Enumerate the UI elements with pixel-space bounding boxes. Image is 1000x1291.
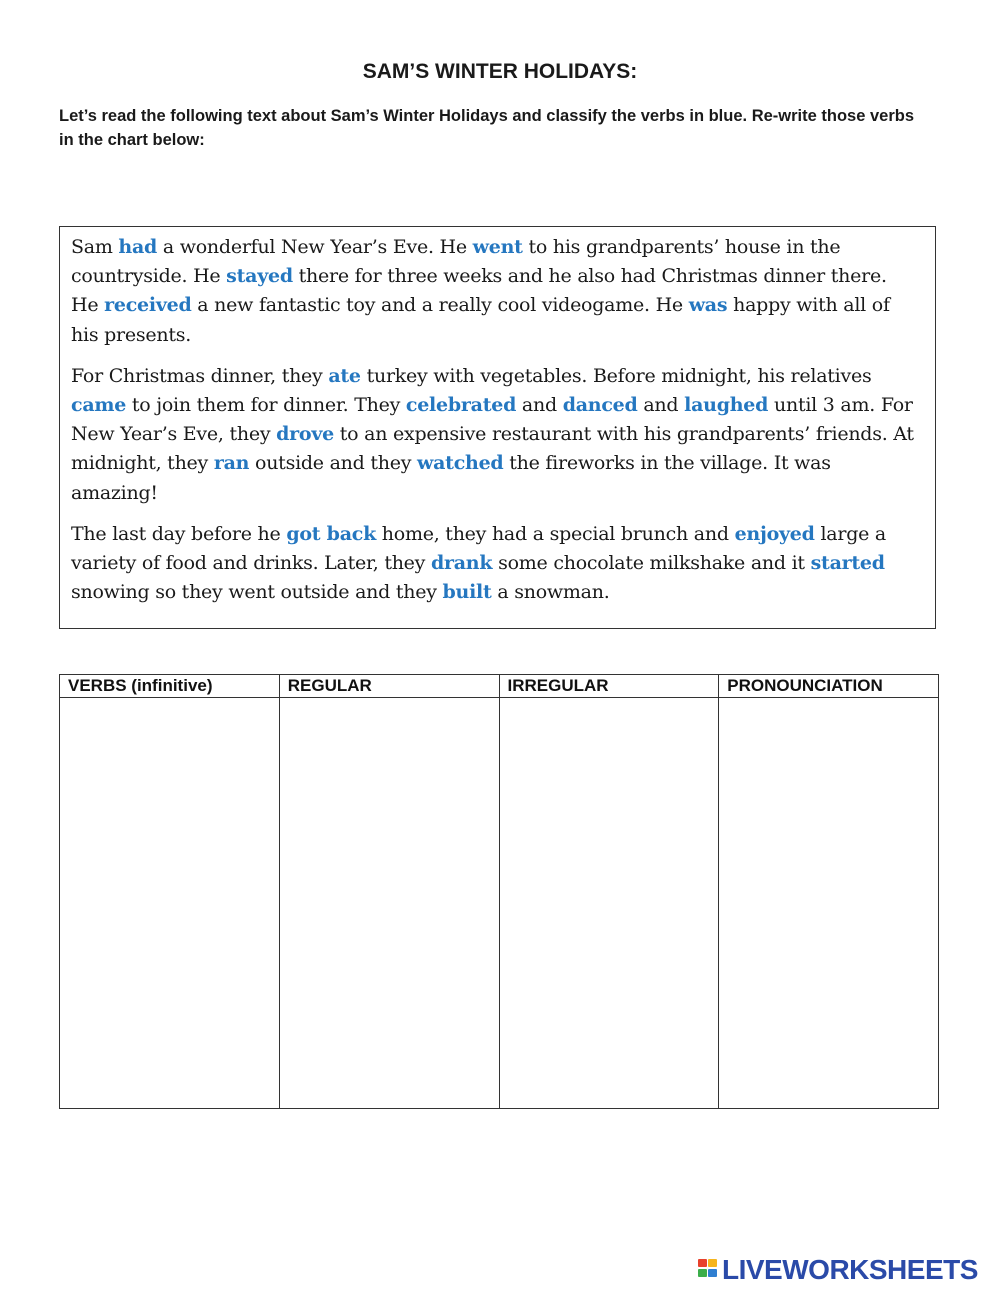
- instructions: Let’s read the following text about Sam’s Winter Holidays and classify the verbs in blue. Re-write those verbs in the chart below:: [59, 107, 914, 149]
- text-segment: large a variety of food and drinks. Later, they: [71, 522, 886, 575]
- answer-cell-pronounciation[interactable]: [719, 698, 939, 1109]
- logo-square-1: [698, 1259, 707, 1267]
- highlighted-verb: was: [688, 294, 728, 317]
- verbs-chart: [59, 674, 939, 1109]
- text-segment: turkey with vegetables. Before midnight, his relatives: [360, 364, 872, 387]
- highlighted-verb: ran: [213, 452, 250, 475]
- text-segment: and: [516, 394, 563, 417]
- text-segment: some chocolate milkshake and it: [492, 552, 811, 575]
- text-segment: the fireworks in the village. It was amazing!: [71, 452, 831, 504]
- text-segment: to join them for dinner. They: [126, 394, 406, 417]
- highlighted-verb: started: [810, 552, 885, 575]
- logo-text: LIVEWORKSHEETS: [722, 1254, 978, 1285]
- text-segment: a snowman.: [491, 581, 610, 604]
- highlighted-verb: came: [71, 394, 127, 417]
- highlighted-verb: drank: [430, 552, 493, 575]
- highlighted-verb: laughed: [684, 394, 769, 417]
- text-segment: For Christmas dinner, they: [71, 364, 329, 387]
- header-verbs-infinitive: VERBS (infinitive): [60, 675, 280, 698]
- text-segment: and: [637, 394, 685, 417]
- answer-cell-verbs-infinitive[interactable]: [60, 698, 280, 1109]
- header-pronounciation: PRONOUNCIATION: [719, 675, 939, 698]
- text-segment: a wonderful New Year’s Eve. He: [157, 236, 473, 258]
- text-segment: happy with all of his presents.: [71, 294, 890, 346]
- logo-square-4: [708, 1269, 717, 1277]
- chart-header-row: [60, 675, 939, 698]
- logo-square-3: [698, 1269, 707, 1277]
- chart-answer-row: [60, 698, 939, 1109]
- text-segment: to an expensive restaurant with his grandparents’ friends. At midnight, they: [71, 423, 914, 475]
- paragraph-3: [71, 520, 915, 608]
- highlighted-verb: ate: [328, 364, 361, 387]
- paragraph-2: [71, 362, 915, 508]
- highlighted-verb: danced: [562, 394, 638, 417]
- highlighted-verb: built: [442, 581, 492, 604]
- text-segment: outside and they: [249, 452, 417, 475]
- liveworksheets-logo: [697, 1255, 978, 1285]
- highlighted-verb: celebrated: [405, 394, 517, 417]
- highlighted-verb: stayed: [226, 265, 293, 288]
- text-segment: Sam: [71, 236, 119, 258]
- text-segment: there for three weeks and he also had Christmas dinner there. He: [71, 265, 887, 317]
- text-segment: a new fantastic toy and a really cool videogame. He: [191, 294, 689, 317]
- answer-cell-irregular[interactable]: [499, 698, 719, 1109]
- text-segment: The last day before he: [71, 522, 287, 545]
- answer-cell-regular[interactable]: [279, 698, 499, 1109]
- liveworksheets-logo-icon: [697, 1256, 719, 1284]
- highlighted-verb: watched: [417, 452, 504, 475]
- text-segment: home, they had a special brunch and: [376, 522, 735, 545]
- logo-square-2: [708, 1259, 717, 1267]
- highlighted-verb: enjoyed: [734, 522, 815, 545]
- highlighted-verb: drove: [276, 423, 334, 446]
- reading-text-box: [59, 226, 936, 629]
- header-regular: REGULAR: [279, 675, 499, 698]
- highlighted-verb: received: [104, 294, 192, 317]
- page-title: SAM’S WINTER HOLIDAYS:: [362, 60, 638, 83]
- highlighted-verb: went: [472, 236, 523, 258]
- highlighted-verb: had: [118, 236, 158, 258]
- text-segment: to his grandparents’ house in the countryside. He: [71, 236, 841, 288]
- header-irregular: IRREGULAR: [499, 675, 719, 698]
- text-segment: until 3 am. For New Year’s Eve, they: [71, 394, 913, 446]
- text-segment: snowing so they went outside and they: [71, 581, 443, 604]
- highlighted-verb: got back: [286, 522, 376, 545]
- paragraph-1: [71, 233, 915, 350]
